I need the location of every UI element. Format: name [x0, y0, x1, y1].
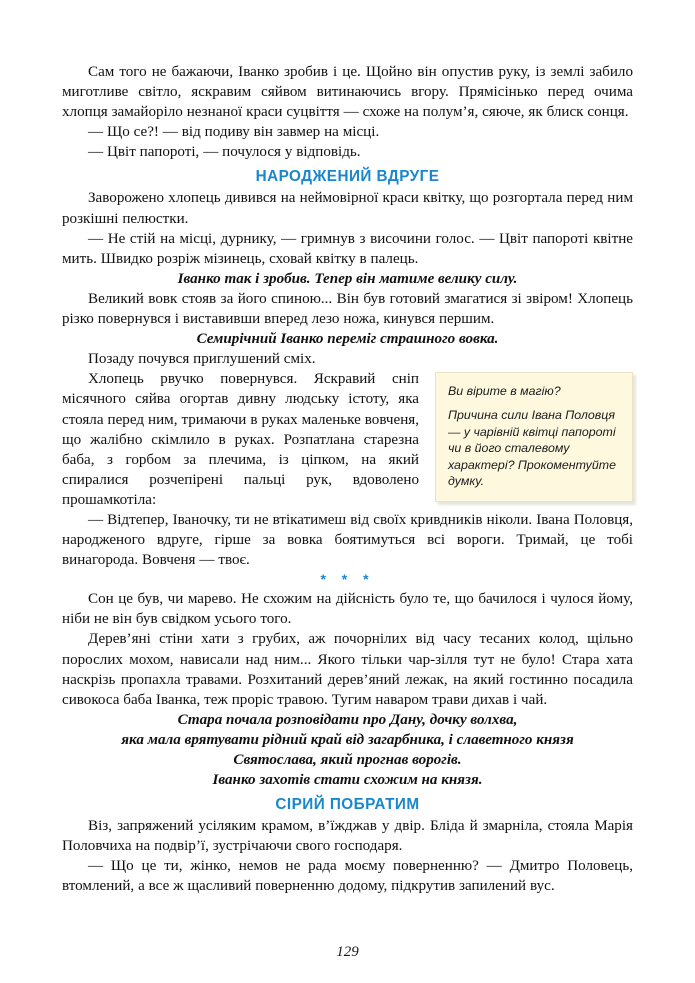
dialogue-line-5: — Що це ти, жінко, немов не рада моєму поверненню? — Дмитро Половець, втомлений, а все ж щасливий поверненню додому, підкрутив запилений вус.	[62, 858, 633, 895]
page-content	[62, 62, 633, 897]
inset-narration-2: Семирічний Іванко переміг страшного вовка.	[196, 331, 499, 348]
magic-question-callout	[435, 372, 633, 502]
inset-narration-3-line1: Стара почала розповідати про Дану, дочку волхва,	[177, 711, 518, 728]
section-heading-siryi-pobratym: СІРИЙ ПОБРАТИМ	[275, 796, 420, 814]
paragraph-cart: Віз, запряжений усіляким крамом, в’їжджав у двір. Бліда й змарніла, стояла Марія Половчиха на подвір’ї, зустрічаючи свого господаря.	[62, 818, 633, 855]
dialogue-line-4: — Відтепер, Іваночку, ти не втікатимеш від своїх кривдників ніколи. Івана Половця, народженого вдруге, гірше за вовка боятимуться всі вороги. Тримай, це тобі винагорода. Вовченя — твоє.	[62, 511, 633, 569]
dialogue-line-3: — Не стій на місці, дурнику, — гримнув з височини голос. — Цвіт папороті квітне мить. Швидко розріж мізинець, сховай квітку в палець.	[62, 230, 633, 267]
paragraph-wolf: Великий вовк стояв за його спиною... Він був готовий змагатися зі звіром! Хлопець різко повернувся і виставивши вперед лезо ножа, кинувся першим.	[62, 290, 633, 328]
dialogue-line-1: — Що се?! — від подиву він завмер на місці.	[88, 124, 380, 141]
paragraph-moonlight: Хлопець рвучко повернувся. Яскравий сніп місячного сяйва огортав дивну людську істоту, яка стояла перед ним, тримаючи в руках маленьке вовченя, що жалібно скімлило в руках. Розпатлана старезна баба, з горбом за плечима, із ціпком, на який спиралися розчепірені пальці рук, вдоволено прошамкотіла:	[62, 371, 419, 508]
callout-body-question: Причина сили Івана Половця — у чарівній квітці папороті чи в його сталевому характері? Прокоментуйте думку.	[448, 407, 616, 489]
asterisk-divider: * * *	[320, 571, 375, 588]
paragraph-hut: Дерев’яні стіни хати з грубих, аж почорнілих від часу тесаних колод, щільно порослих мохом, нависали над ним... Якого тільки чар-зілля тут не було! Стара хата наскрізь пропахла травами. Розхитаний дерев’яний лежак, на який гостинно посадила сивокоса баба Іванка, теж проріс травою. Тугим наваром трави дихав і чай.	[62, 631, 633, 708]
inset-narration-3-line3: Святослава, який прогнав ворогів.	[233, 752, 462, 768]
inset-narration-3-line2: яка мала врятувати рідний край від загарбника, і славетного князя	[121, 731, 574, 748]
paragraph-laugh: Позаду почувся приглушений сміх.	[88, 351, 316, 368]
inset-narration-4: Іванко захотів стати схожим на князя.	[212, 772, 483, 789]
dialogue-line-2: — Цвіт папороті, — почулося у відповідь.	[88, 144, 361, 161]
callout-lead-question: Ви вірите в магію?	[448, 384, 561, 399]
section-heading-narodzhenyi-vdruhe: НАРОДЖЕНИЙ ВДРУГЕ	[255, 168, 440, 186]
inset-narration-1: Іванко так і зробив. Тепер він матиме велику силу.	[177, 270, 518, 287]
paragraph-dream: Сон це був, чи марево. Не схожим на дійсність було те, що бачилося і чулося йому, ніби не він був свідком усього того.	[62, 591, 633, 628]
page-number: 129	[336, 944, 359, 960]
paragraph-intro: Сам того не бажаючи, Іванко зробив і це. Щойно він опустив руку, із землі забило миготливе світло, яскравим сяйвом витинаючись вгору. Прямісінько перед очима хлопця замайоріло незнаної краси суцвіття — схоже на полум’я, сяюче, як блиск сонця.	[62, 64, 633, 121]
paragraph-flower: Заворожено хлопець дивився на неймовірної краси квітку, що розгортала перед ним розкішні пелюстки.	[62, 190, 633, 227]
